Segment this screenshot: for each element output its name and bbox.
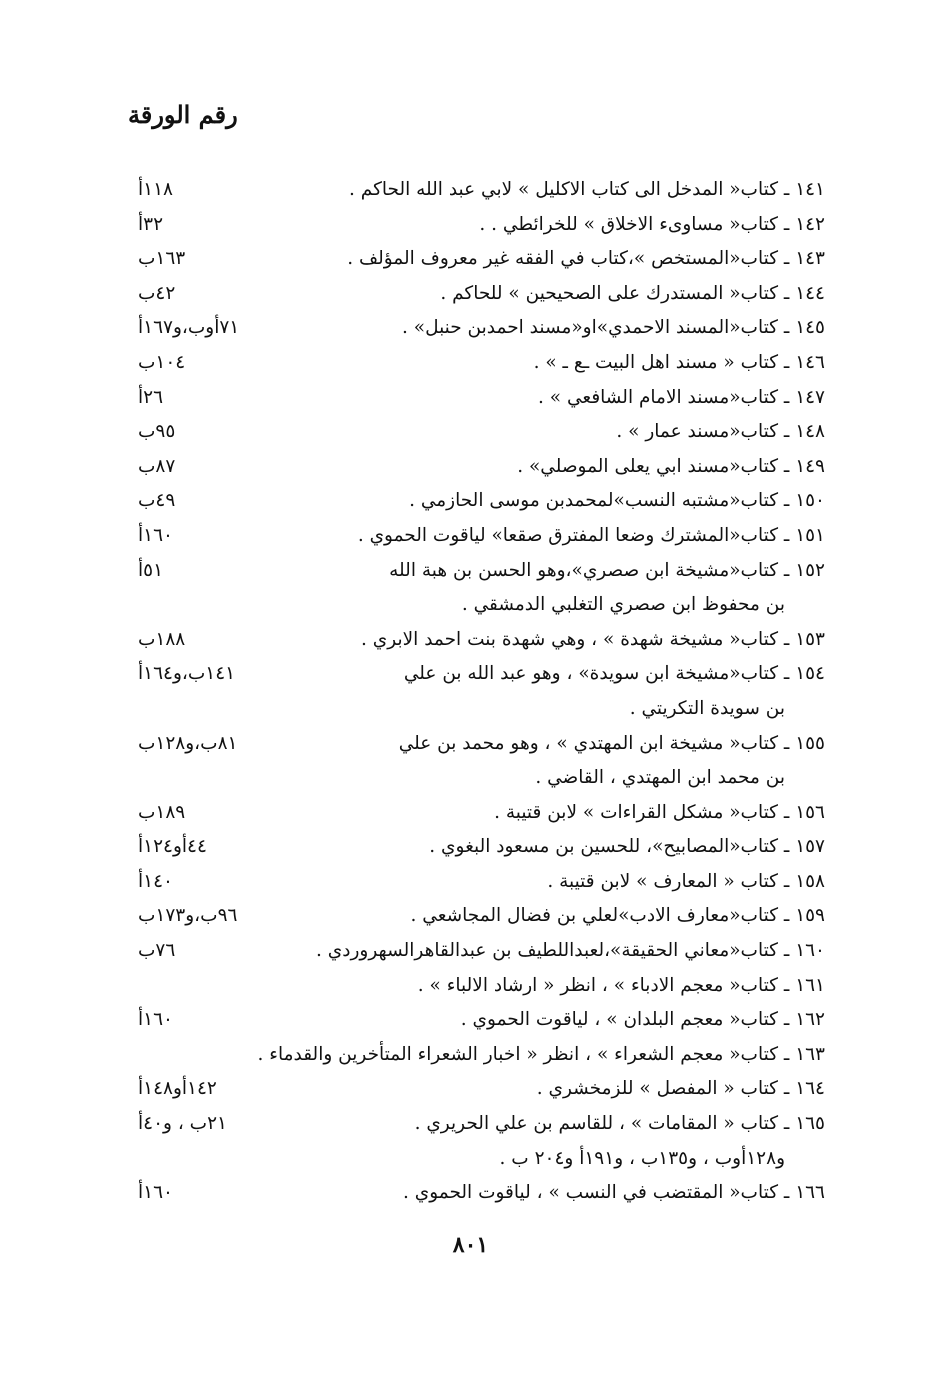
entry-continuation-text: بن محفوظ ابن صصري التغلبي الدمشقي . (461, 594, 785, 616)
entry-row (120, 1072, 825, 1107)
entry-row (120, 1003, 825, 1038)
entry-row (120, 277, 825, 312)
entry-row (120, 415, 825, 450)
entry-text: ١٦٦ ـ كتاب« المقتضب في النسب » ، لياقوت الحموي . (402, 1182, 825, 1204)
entry-folio-ref: ٧٦ب (138, 940, 176, 962)
entry-row (120, 796, 825, 831)
entry-row (120, 657, 825, 692)
entry-folio-ref: ٤٢ب (138, 282, 176, 304)
entry-row (120, 969, 825, 1004)
entry-row (120, 830, 825, 865)
entry-continuation-text: بن محمد ابن المهتدي ، القاضي . (535, 767, 785, 789)
entry-row (120, 1176, 825, 1211)
entry-row (120, 208, 825, 243)
entry-text: ١٤٢ ـ كتاب« مساوىء الاخلاق » للخرائطي . . (479, 213, 825, 235)
entry-text: ١٤٨ ـ كتاب«مسند عمار » . (616, 421, 825, 443)
entry-text: ١٥٢ ـ كتاب«مشيخة ابن صصري»،وهو الحسن بن هبة الله (389, 559, 825, 581)
column-heading: رقم الورقة (128, 100, 238, 129)
entry-row (120, 519, 825, 554)
entry-folio-ref: ١٦٠أ (138, 1009, 173, 1031)
entry-folio-ref: ٤٤أو١٢٤أ (138, 836, 207, 858)
entry-text: ١٥٩ ـ كتاب«معارف الادب»لعلي بن فضال المجاشعي . (410, 905, 825, 927)
entry-row (120, 173, 825, 208)
entry-text: ١٦١ ـ كتاب« معجم الادباء » ، انظر « ارشاد الالباء » . (417, 974, 825, 996)
page-number: ٨٠١ (452, 1232, 489, 1258)
entry-folio-ref: ٥١أ (138, 559, 164, 581)
entry-text: ١٦٤ ـ كتاب « المفصل » للزمخشري . (536, 1078, 825, 1100)
entry-text: ١٦٣ ـ كتاب« معجم الشعراء » ، انظر « اخبار الشعراء المتأخرين والقدماء . (257, 1043, 825, 1065)
entry-continuation-text: و١٢٨أوب ، و١٣٥ب ، و١٩١أ و٢٠٤ ب . (499, 1147, 785, 1169)
entry-folio-ref: ١٦٠أ (138, 524, 173, 546)
entry-folio-ref: ٧١أوب،و١٦٧أ (138, 317, 240, 339)
entry-continuation (120, 761, 825, 796)
entry-text: ١٤٥ ـ كتاب«المسند الاحمدي»او«مسند احمدبن حنبل» . (401, 317, 825, 339)
entry-row (120, 450, 825, 485)
entry-folio-ref: ١٨٨ب (138, 628, 186, 650)
entry-folio-ref: ٩٥ب (138, 421, 176, 443)
entry-folio-ref: ١٦٣ب (138, 248, 186, 270)
entry-folio-ref: ١٠٤ب (138, 351, 186, 373)
entry-folio-ref: ٤٩ب (138, 490, 176, 512)
entry-text: ١٥٣ ـ كتاب« مشيخة شهدة » ، وهي شهدة بنت احمد الابري . (361, 628, 825, 650)
entry-folio-ref: ١١٨أ (138, 179, 173, 200)
entry-folio-ref: ٨٧ب (138, 455, 176, 477)
entry-folio-ref: ١٤٢أو١٤٨أ (138, 1078, 217, 1100)
entry-folio-ref: ٢٦أ (138, 386, 164, 408)
entry-continuation (120, 692, 825, 727)
entry-folio-ref: ٨١ب،و١٢٨ب (138, 732, 238, 754)
entry-continuation-text: بن سويدة التكريتي . (629, 697, 785, 719)
entry-text: ١٦٥ ـ كتاب « المقامات » ، للقاسم بن علي الحريري . (414, 1113, 825, 1135)
entry-text: ١٥٦ ـ كتاب« مشكل القراءات » لابن قتيبة . (494, 801, 825, 823)
entries-list (120, 173, 825, 1211)
entry-text: ١٥٤ ـ كتاب«مشيخة ابن سويدة» ، وهو عبد الله بن علي (403, 663, 825, 685)
entry-row (120, 242, 825, 277)
entry-row (120, 346, 825, 381)
entry-row (120, 1038, 825, 1073)
entry-row (120, 899, 825, 934)
entry-folio-ref: ٩٦ب،و١٧٣ب (138, 905, 238, 927)
entry-text: ١٦٢ ـ كتاب« معجم البلدان » ، لياقوت الحموي . (460, 1009, 825, 1031)
entry-folio-ref: ١٦٠أ (138, 1182, 173, 1204)
entry-text: ١٥٧ ـ كتاب«المصابيح»، للحسين بن مسعود البغوي . (429, 836, 825, 858)
entry-text: ١٤٧ ـ كتاب«مسند الامام الشافعي » . (538, 386, 825, 408)
entry-folio-ref: ١٨٩ب (138, 801, 186, 823)
entry-row (120, 381, 825, 416)
entry-folio-ref: ١٤٠أ (138, 870, 173, 892)
entry-continuation (120, 588, 825, 623)
entry-text: ١٥٠ ـ كتاب«مشتبه النسب»لمحمدبن موسى الحازمي . (409, 490, 825, 512)
entry-row (120, 934, 825, 969)
entry-folio-ref: ٢١ب ، و٤٠أ (138, 1113, 227, 1135)
entry-row (120, 484, 825, 519)
entry-row (120, 554, 825, 589)
entry-text: ١٤٩ ـ كتاب«مسند ابي يعلى الموصلي» . (517, 455, 825, 477)
entry-text: ١٤١ ـ كتاب« المدخل الى كتاب الاكليل » لابي عبد الله الحاكم . (349, 179, 825, 200)
entry-folio-ref: ١٤١ب،و١٦٤أ (138, 663, 236, 685)
entry-text: ١٤٦ ـ كتاب « مسند اهل البيت ـع ـ » . (533, 351, 825, 373)
entry-row (120, 1107, 825, 1142)
entry-row (120, 311, 825, 346)
entry-row (120, 727, 825, 762)
entry-row (120, 623, 825, 658)
entry-text: ١٦٠ ـ كتاب«معاني الحقيقة»،لعبداللطيف بن عبدالقاهرالسهروردي . (316, 940, 825, 962)
entry-folio-ref: ٣٢أ (138, 213, 164, 235)
entry-text: ١٤٤ ـ كتاب« المستدرك على الصحيحين » للحاكم . (440, 282, 825, 304)
entry-text: ١٥٥ ـ كتاب« مشيخة ابن المهتدي » ، وهو محمد بن علي (398, 732, 825, 754)
entry-text: ١٥٨ ـ كتاب « المعارف » لابن قتيبة . (547, 870, 825, 892)
entry-row (120, 865, 825, 900)
entry-continuation (120, 1142, 825, 1177)
entry-text: ١٥١ ـ كتاب«المشترك وضعا المفترق صقعا» لياقوت الحموي . (357, 524, 825, 546)
entry-text: ١٤٣ ـ كتاب«المستخص »،كتاب في الفقه غير معروف المؤلف . (347, 248, 825, 270)
